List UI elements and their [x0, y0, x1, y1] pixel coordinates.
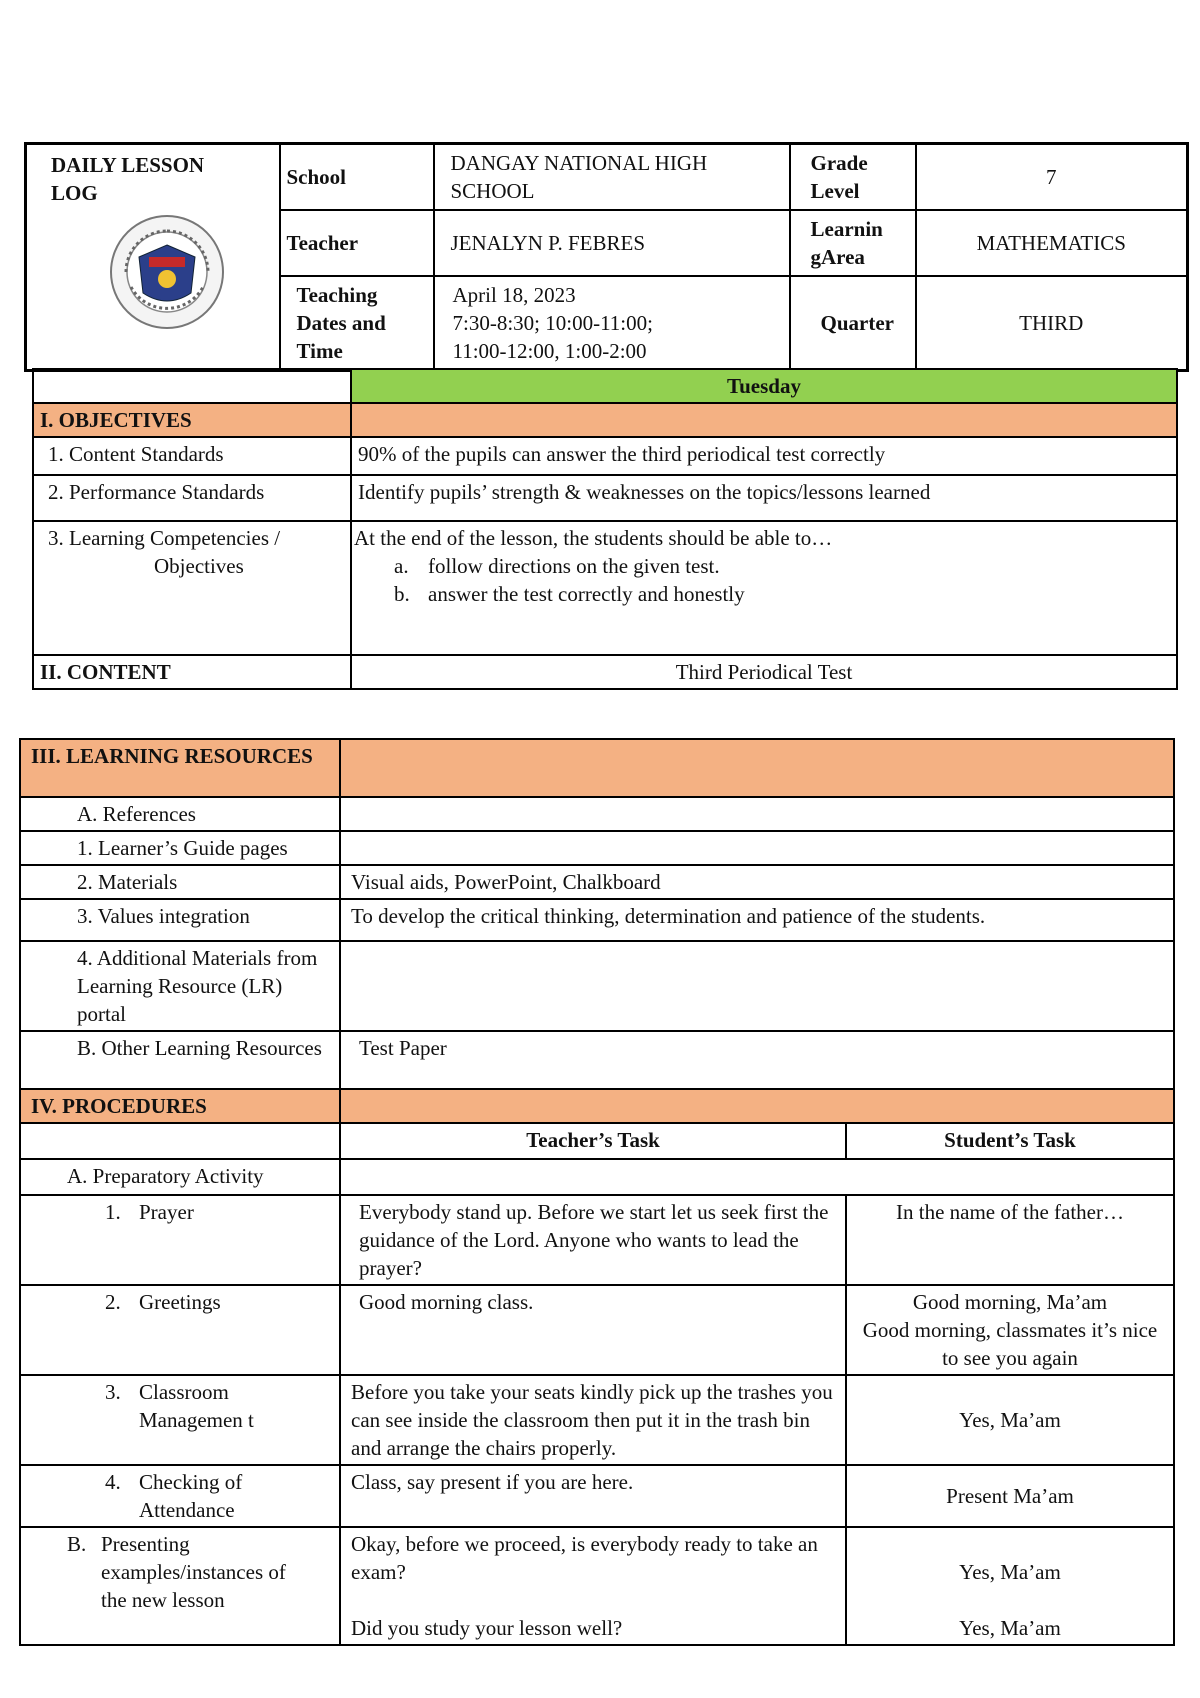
greetings-label: Greetings: [139, 1290, 221, 1314]
references-label: A. References: [20, 797, 340, 831]
teacher-label: Teacher: [280, 210, 434, 276]
presenting-teacher-line: Did you study your lesson well?: [351, 1616, 623, 1640]
other-resources-value: Test Paper: [340, 1031, 1174, 1089]
blank-cell: [33, 369, 351, 403]
school-label: School: [280, 144, 434, 211]
grade-value: 7: [916, 144, 1188, 211]
content-section-value: Third Periodical Test: [351, 655, 1177, 689]
competencies-list: [354, 552, 1170, 608]
competency-item: [354, 552, 1170, 580]
prayer-student: In the name of the father…: [846, 1195, 1174, 1285]
preparatory-value: [340, 1159, 1174, 1195]
values-integration-value: To develop the critical thinking, determination and patience of the students.: [340, 899, 1174, 941]
resources-procedures-table: [19, 738, 1175, 1646]
attendance-student: Present Ma’am: [846, 1465, 1174, 1527]
classroom-number: 3.: [105, 1380, 121, 1404]
teacher-task-header: Teacher’s Task: [340, 1123, 846, 1159]
greetings-student-line: Good morning, classmates it’s nice to see you again: [862, 1318, 1158, 1370]
classroom-student: Yes, Ma’am: [846, 1375, 1174, 1465]
additional-materials-value: [340, 941, 1174, 1031]
learning-area-label: Learnin gArea: [790, 210, 916, 276]
greetings-number: 2.: [105, 1290, 121, 1314]
performance-standards-value: Identify pupils’ strength & weaknesses on the topics/lessons learned: [351, 475, 1177, 521]
presenting-number: B.: [67, 1532, 87, 1556]
values-integration-label: 3. Values integration: [20, 899, 340, 941]
classroom-label-cell: [20, 1375, 340, 1465]
additional-materials-label: 4. Additional Materials from Learning Resource (LR) portal: [20, 941, 340, 1031]
greetings-label-cell: [20, 1285, 340, 1375]
dates-label: Teaching Dates and Time: [280, 276, 434, 371]
materials-label: 2. Materials: [20, 865, 340, 899]
resources-section-fill: [340, 739, 1174, 797]
attendance-teacher: Class, say present if you are here.: [340, 1465, 846, 1527]
other-resources-label: B. Other Learning Resources: [20, 1031, 340, 1089]
procedures-section: IV. PROCEDURES: [20, 1089, 340, 1123]
day-header: Tuesday: [351, 369, 1177, 403]
school-value: DANGAY NATIONAL HIGH SCHOOL: [434, 144, 790, 211]
greetings-teacher: Good morning class.: [340, 1285, 846, 1375]
competency-text: follow directions on the given test.: [428, 554, 720, 578]
prayer-label: Prayer: [139, 1200, 194, 1224]
competencies-label: [33, 521, 351, 655]
competencies-intro: At the end of the lesson, the students should be able to…: [354, 526, 833, 550]
student-task-header: Student’s Task: [846, 1123, 1174, 1159]
competencies-label-line: 3. Learning Competencies /: [48, 526, 281, 550]
competency-text: answer the test correctly and honestly: [428, 582, 745, 606]
content-section: II. CONTENT: [33, 655, 351, 689]
procedures-section-fill: [340, 1089, 1174, 1123]
presenting-student-line: Yes, Ma’am: [959, 1560, 1061, 1584]
competency-letter: a.: [394, 554, 409, 578]
learners-guide-label: 1. Learner’s Guide pages: [20, 831, 340, 865]
performance-standards-label: 2. Performance Standards: [33, 475, 351, 521]
dates-line: 11:00-12:00, 1:00-2:00: [452, 339, 647, 363]
content-standards-label: 1. Content Standards: [33, 437, 351, 475]
dates-value: [434, 276, 790, 371]
resources-section: III. LEARNING RESOURCES: [20, 739, 340, 797]
attendance-label-cell: [20, 1465, 340, 1527]
classroom-teacher: Before you take your seats kindly pick up the trashes you can see inside the classroom then put it in the trash bin and arrange the chairs properly.: [340, 1375, 846, 1465]
quarter-label: Quarter: [790, 276, 916, 371]
classroom-label: Classroom Managemen t: [139, 1380, 254, 1432]
presenting-teacher-line: Okay, before we proceed, is everybody ready to take an exam?: [351, 1532, 818, 1584]
competencies-label-line: Objectives: [154, 554, 244, 578]
dates-line: 7:30-8:30; 10:00-11:00;: [452, 311, 653, 335]
quarter-value: THIRD: [916, 276, 1188, 371]
objectives-section: I. OBJECTIVES: [33, 403, 351, 437]
greetings-student: [846, 1285, 1174, 1375]
presenting-student: [846, 1527, 1174, 1645]
presenting-label-cell: [20, 1527, 340, 1645]
competency-letter: b.: [394, 582, 410, 606]
presenting-student-line: Yes, Ma’am: [959, 1616, 1061, 1640]
greetings-student-line: Good morning, Ma’am: [912, 1290, 1108, 1314]
attendance-number: 4.: [105, 1470, 121, 1494]
header-title-cell: [26, 144, 280, 371]
grade-label: Grade Level: [790, 144, 916, 211]
presenting-label: Presenting examples/instances of the new lesson: [101, 1532, 286, 1612]
blank-cell: [20, 1123, 340, 1159]
learners-guide-value: [340, 831, 1174, 865]
presenting-teacher: [340, 1527, 846, 1645]
header-title: DAILY LESSON LOG: [51, 153, 205, 205]
competency-item: [354, 580, 1170, 608]
deped-seal-icon: [107, 213, 227, 331]
prayer-label-cell: [20, 1195, 340, 1285]
learning-area-value: MATHEMATICS: [916, 210, 1188, 276]
header-table: [24, 142, 1189, 372]
prayer-number: 1.: [105, 1200, 121, 1224]
attendance-label: Checking of Attendance: [139, 1470, 243, 1522]
competencies-value: [351, 521, 1177, 655]
dates-line: April 18, 2023: [452, 283, 576, 307]
objectives-section-fill: [351, 403, 1177, 437]
objectives-table: [32, 368, 1178, 690]
materials-value: Visual aids, PowerPoint, Chalkboard: [340, 865, 1174, 899]
preparatory-label: A. Preparatory Activity: [20, 1159, 340, 1195]
references-value: [340, 797, 1174, 831]
content-standards-value: 90% of the pupils can answer the third periodical test correctly: [351, 437, 1177, 475]
prayer-teacher: Everybody stand up. Before we start let us seek first the guidance of the Lord. Anyone who wants to lead the prayer?: [340, 1195, 846, 1285]
teacher-value: JENALYN P. FEBRES: [434, 210, 790, 276]
